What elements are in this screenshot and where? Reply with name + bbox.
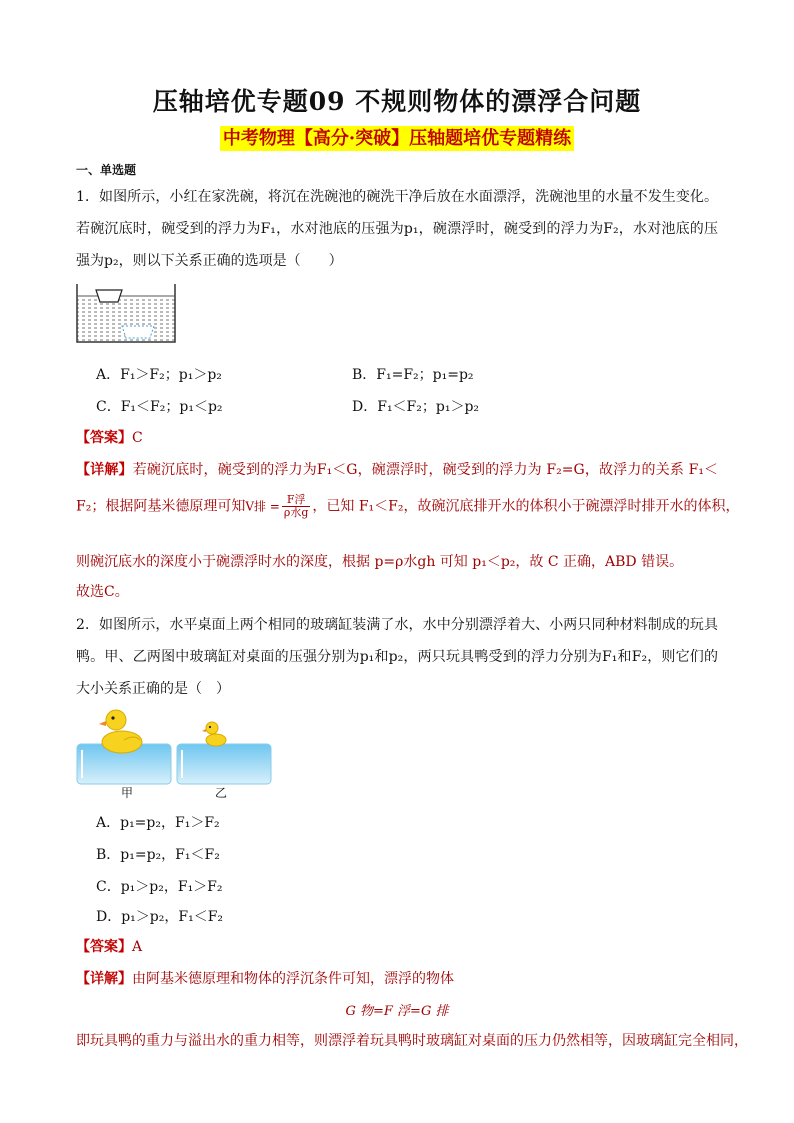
q2-detail-line2: 即玩具鸭的重力与溢出水的重力相等，则漂浮着玩具鸭时玻璃缸对桌面的压力仍然相等，因玻璃缸完全相同，	[76, 1033, 748, 1049]
answer-value: A	[132, 939, 143, 955]
q2-option-d: D．p₁＞p₂，F₁＜F₂	[96, 909, 224, 925]
detail-text: 若碗沉底时，碗受到的浮力为F₁＜G，碗漂浮时，碗受到的浮力为 F₂=G，故浮力的关系 F₁＜	[132, 462, 718, 478]
q2-duck-tanks-figure	[76, 702, 272, 798]
buoyancy-fraction	[282, 494, 311, 519]
detail-text: 由阿基米德原理和物体的浮沉条件可知，漂浮的物体	[132, 971, 454, 987]
detail-tag: 【详解】	[76, 462, 133, 478]
answer-tag: 【答案】	[76, 939, 132, 955]
q1-option-b: B．F₁=F₂；p₁=p₂	[352, 367, 474, 383]
q2-formula: G 物=F 浮=G 排	[345, 1004, 449, 1019]
q1-sink-figure	[76, 282, 176, 344]
q1-answer	[76, 427, 143, 447]
q2-label-jia: 甲	[121, 786, 134, 800]
detail-tag: 【详解】	[76, 971, 132, 987]
q1-text-line2: 若碗沉底时，碗受到的浮力为F₁，水对池底的压强为p₁，碗漂浮时，碗受到的浮力为F₂，水对池底的压	[76, 221, 718, 237]
q1-option-c: C．F₁＜F₂；p₁＜p₂	[96, 399, 223, 415]
detail-text: F₂；根据阿基米德原理可知	[76, 498, 246, 515]
page-title: 压轴培优专题09 不规则物体的漂浮合问题	[152, 87, 642, 116]
answer-tag: 【答案】	[76, 430, 132, 446]
q2-option-a: A．p₁=p₂，F₁＞F₂	[96, 815, 220, 831]
q1-option-a: A．F₁＞F₂；p₁＞p₂	[96, 367, 222, 383]
q2-detail-line1	[76, 968, 454, 988]
q1-text-line1: 1．如图所示，小红在家洗碗，将沉在洗碗池的碗洗干净后放在水面漂浮，洗碗池里的水量不发生变化。	[76, 189, 718, 205]
q2-answer	[76, 936, 142, 956]
fraction-denominator: ρ水g	[283, 506, 309, 519]
q1-detail-line4: 故选C。	[76, 584, 129, 600]
q1-option-d: D．F₁＜F₂；p₁＞p₂	[352, 399, 480, 415]
detail-text: ，已知 F₁＜F₂，故碗沉底排开水的体积小于碗漂浮时排开水的体积，	[312, 498, 740, 515]
page-subtitle	[0, 124, 794, 150]
q1-detail-line2	[76, 494, 740, 519]
answer-value: C	[132, 430, 143, 446]
q2-text-line3: 大小关系正确的是（ ）	[76, 681, 230, 697]
q2-text-line2: 鸭。甲、乙两图中玻璃缸对桌面的压强分别为p₁和p₂，两只玩具鸭受到的浮力分别为F₁和F₂，则它们的	[76, 649, 718, 665]
subtitle-text: 中考物理【高分·突破】压轴题培优专题精练	[220, 126, 574, 151]
formula-lhs: V排 =	[245, 499, 280, 514]
q2-text-line1: 2．如图所示，水平桌面上两个相同的玻璃缸装满了水，水中分别漂浮着大、小两只同种材料制成的玩具	[76, 617, 718, 633]
q1-detail-line3: 则碗沉底水的深度小于碗漂浮时水的深度，根据 p=ρ水gh 可知 p₁＜p₂，故 C 正确，ABD 错误。	[76, 554, 684, 570]
q2-option-b: B．p₁=p₂，F₁＜F₂	[96, 847, 220, 863]
fraction-numerator: F浮	[282, 494, 311, 507]
section-heading: 一、单选题	[76, 163, 137, 177]
q2-label-yi: 乙	[215, 786, 228, 800]
q2-option-c: C．p₁＞p₂，F₁＞F₂	[96, 879, 223, 895]
q1-text-line3: 强为p₂，则以下关系正确的选项是（ ）	[76, 253, 343, 269]
q1-detail-line1	[76, 459, 718, 479]
